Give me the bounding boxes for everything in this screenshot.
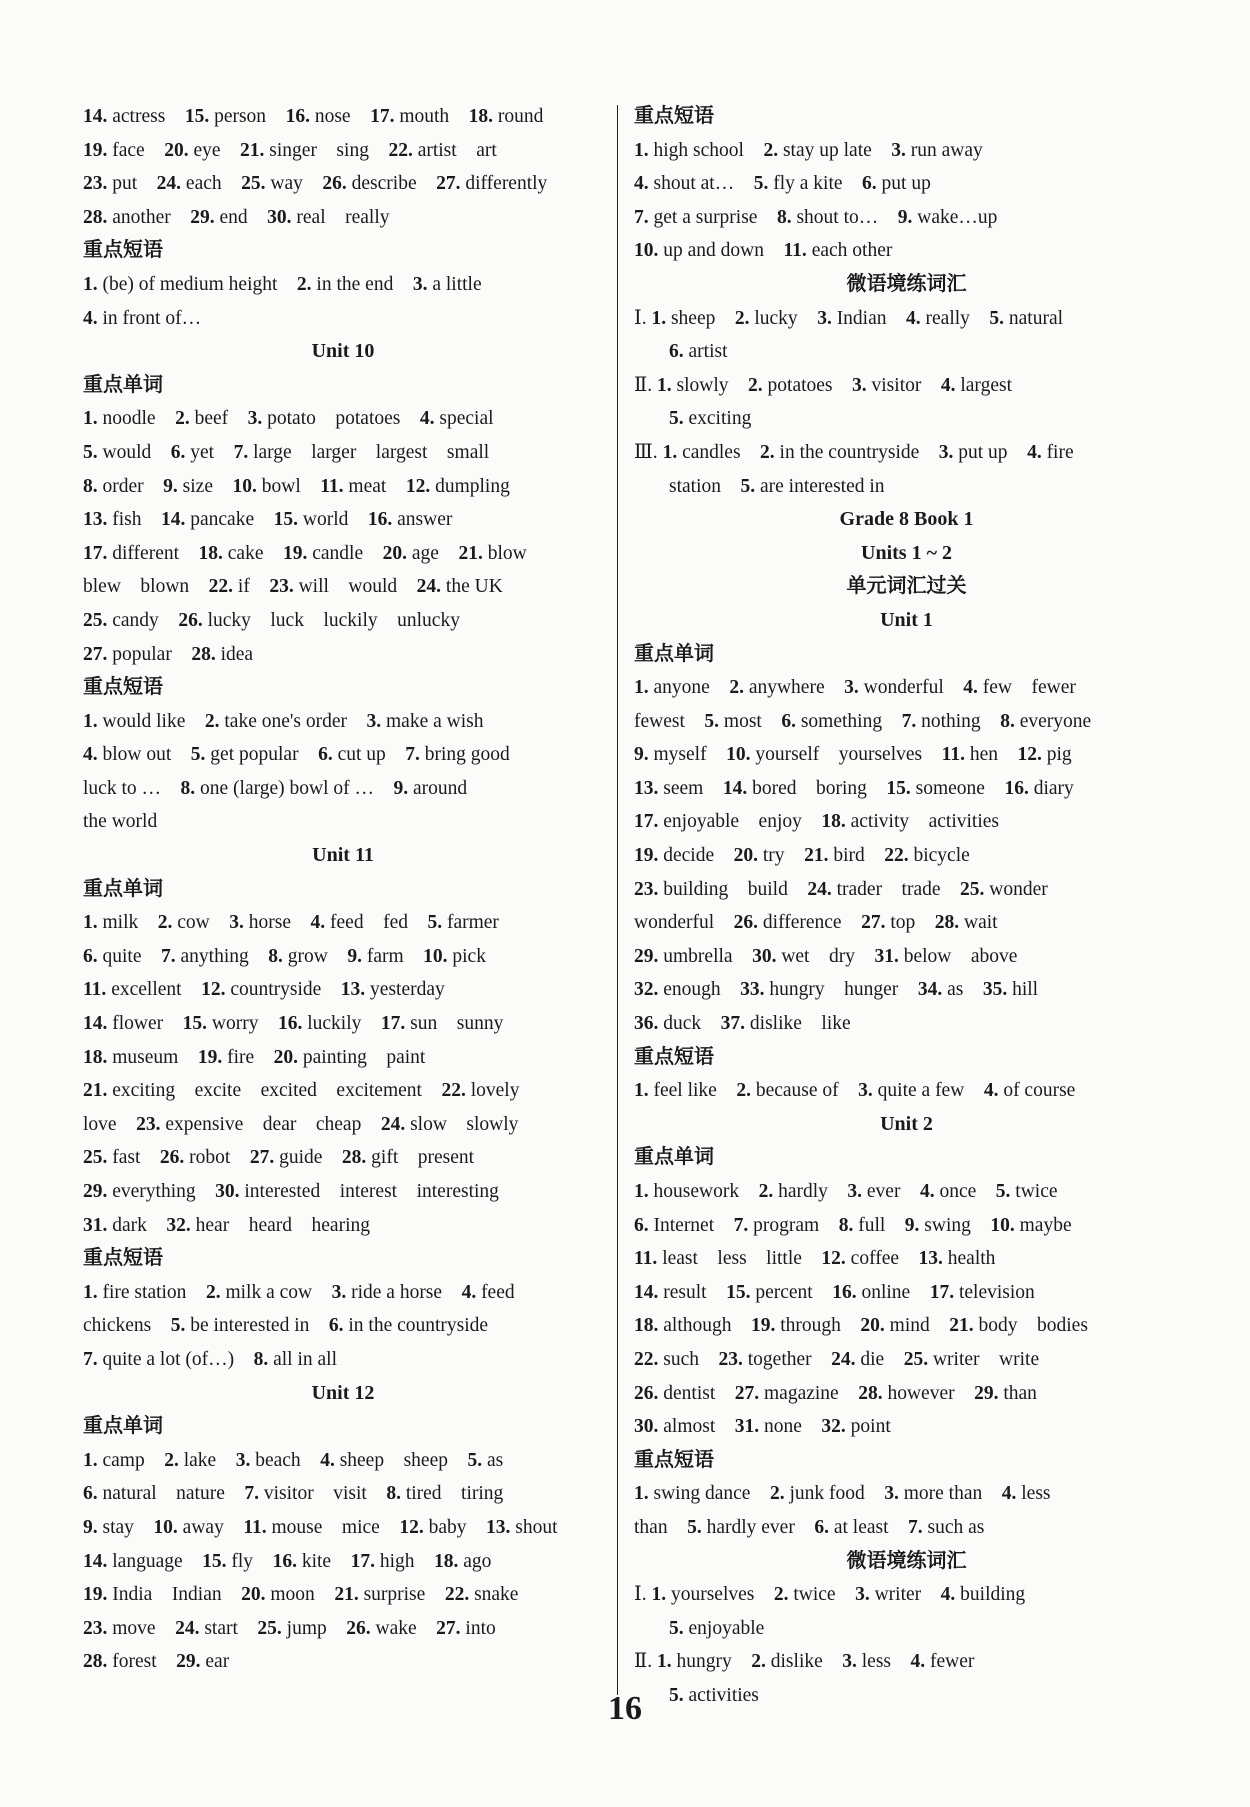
answer-line: 9. myself 10. yourself yourselves 11. hen 12. pig <box>634 744 1072 766</box>
answer-line: 5. activities <box>669 1684 759 1706</box>
answer-line: 9. stay 10. away 11. mouse mice 12. baby 13. shout <box>83 1516 558 1538</box>
answer-line: chickens 5. be interested in 6. in the countryside <box>83 1315 489 1337</box>
section-title: 微语境练词汇 <box>846 1549 967 1572</box>
column-divider <box>617 105 618 1695</box>
answer-line: 31. dark 32. hear heard hearing <box>83 1214 370 1236</box>
answer-line: 5. exciting <box>669 408 752 430</box>
answer-line: 17. enjoyable enjoy 18. activity activities <box>634 811 999 833</box>
answer-line: 19. face 20. eye 21. singer sing 22. artist art <box>83 139 497 161</box>
answer-line: 14. actress 15. person 16. nose 17. mouth 18. round <box>83 106 544 127</box>
answer-line: 14. flower 15. worry 16. luckily 17. sun sunny <box>83 1013 504 1035</box>
section-heading: 重点单词 <box>634 642 714 665</box>
section-title: Unit 10 <box>311 340 375 363</box>
answer-line: 1. would like 2. take one's order 3. make a wish <box>83 710 484 732</box>
answer-line: Ⅰ. 1. sheep 2. lucky 3. Indian 4. really 5. natural <box>634 307 1064 329</box>
section-title: 微语境练词汇 <box>846 272 967 295</box>
section-heading: 重点短语 <box>83 239 163 262</box>
answer-line: 6. Internet 7. program 8. full 9. swing 10. maybe <box>634 1214 1072 1236</box>
section-heading: 重点短语 <box>634 105 714 127</box>
section-title: 单元词汇过关 <box>846 575 967 598</box>
answer-line: Ⅱ. 1. slowly 2. potatoes 3. visitor 4. largest <box>634 374 1012 396</box>
answer-line: 18. museum 19. fire 20. painting paint <box>83 1046 426 1068</box>
answer-line: 18. although 19. through 20. mind 21. body bodies <box>634 1315 1088 1337</box>
answer-line: 5. enjoyable <box>669 1617 765 1639</box>
section-title: Grade 8 Book 1 <box>839 508 974 531</box>
answer-line: 13. fish 14. pancake 15. world 16. answer <box>83 509 453 531</box>
answer-line: 4. in front of… <box>83 307 202 329</box>
right-column <box>634 100 1179 1713</box>
answer-line: 11. excellent 12. countryside 13. yesterday <box>83 979 445 1001</box>
answer-line: 14. result 15. percent 16. online 17. television <box>634 1281 1035 1303</box>
answer-line: Ⅱ. 1. hungry 2. dislike 3. less 4. fewer <box>634 1651 975 1673</box>
answer-line: 1. (be) of medium height 2. in the end 3. a little <box>83 273 482 295</box>
answer-line: fewest 5. most 6. something 7. nothing 8. everyone <box>634 710 1092 732</box>
section-heading: 重点短语 <box>634 1448 714 1471</box>
answer-line: 32. enough 33. hungry hunger 34. as 35. hill <box>634 979 1039 1001</box>
answer-line: 1. camp 2. lake 3. beach 4. sheep sheep 5. as <box>83 1449 504 1471</box>
answer-line: 6. artist <box>669 341 728 363</box>
answer-line: Ⅰ. 1. yourselves 2. twice 3. writer 4. building <box>634 1584 1026 1606</box>
answer-line: 21. exciting excite excited excitement 22. lovely <box>83 1080 520 1102</box>
answer-line: 5. would 6. yet 7. large larger largest small <box>83 441 490 463</box>
answer-line: 1. housework 2. hardly 3. ever 4. once 5. twice <box>634 1181 1058 1202</box>
answer-line: 4. shout at… 5. fly a kite 6. put up <box>634 173 931 195</box>
section-heading: 重点单词 <box>83 373 163 396</box>
answer-line: 1. milk 2. cow 3. horse 4. feed fed 5. farmer <box>83 912 499 934</box>
answer-line: 11. least less little 12. coffee 13. health <box>634 1248 996 1270</box>
section-title: Units 1 ~ 2 <box>861 541 952 564</box>
section-heading: 重点短语 <box>634 1045 714 1068</box>
answer-line: 6. quite 7. anything 8. grow 9. farm 10. pick <box>83 945 486 967</box>
answer-line: 19. decide 20. try 21. bird 22. bicycle <box>634 845 970 867</box>
section-heading: 重点单词 <box>83 1415 163 1438</box>
section-title: Unit 12 <box>311 1381 375 1404</box>
answer-line: station 5. are interested in <box>669 475 885 497</box>
answer-line: 13. seem 14. bored boring 15. someone 16. diary <box>634 777 1074 799</box>
answer-line: 1. fire station 2. milk a cow 3. ride a horse 4. feed <box>83 1281 515 1303</box>
answer-line: 30. almost 31. none 32. point <box>634 1416 891 1438</box>
answer-line: 1. swing dance 2. junk food 3. more than 4. less <box>634 1483 1051 1505</box>
answer-line: 1. anyone 2. anywhere 3. wonderful 4. few fewer <box>634 677 1076 699</box>
section-heading: 重点单词 <box>634 1146 714 1169</box>
answer-line: 26. dentist 27. magazine 28. however 29. than <box>634 1382 1037 1404</box>
answer-line: the world <box>83 811 158 833</box>
answer-line: 7. quite a lot (of…) 8. all in all <box>83 1348 337 1370</box>
answer-line: 23. put 24. each 25. way 26. describe 27. differently <box>83 173 548 195</box>
answer-line: 10. up and down 11. each other <box>634 240 893 262</box>
answer-line: blew blown 22. if 23. will would 24. the UK <box>83 576 503 598</box>
section-heading: 重点单词 <box>83 877 163 900</box>
answer-line: Ⅲ. 1. candles 2. in the countryside 3. put up 4. fire <box>634 441 1074 463</box>
section-heading: 重点短语 <box>83 676 163 699</box>
answer-line: 6. natural nature 7. visitor visit 8. tired tiring <box>83 1483 504 1505</box>
answer-line: 19. India Indian 20. moon 21. surprise 22. snake <box>83 1584 519 1606</box>
answer-line: 1. noodle 2. beef 3. potato potatoes 4. special <box>83 408 494 430</box>
answer-line: 1. high school 2. stay up late 3. run away <box>634 139 983 161</box>
answer-line: 4. blow out 5. get popular 6. cut up 7. bring good <box>83 744 510 766</box>
left-column <box>83 100 603 1679</box>
answer-line: 36. duck 37. dislike like <box>634 1013 851 1035</box>
answer-line: 8. order 9. size 10. bowl 11. meat 12. dumpling <box>83 475 510 497</box>
answer-line: 25. fast 26. robot 27. guide 28. gift present <box>83 1147 475 1169</box>
answer-line: 27. popular 28. idea <box>83 643 254 665</box>
answer-line: 29. everything 30. interested interest interesting <box>83 1181 499 1202</box>
answer-line: 25. candy 26. lucky luck luckily unlucky <box>83 609 460 631</box>
answer-line: 22. such 23. together 24. die 25. writer write <box>634 1348 1040 1370</box>
section-title: Unit 11 <box>312 844 374 867</box>
section-title: Unit 1 <box>880 608 933 631</box>
answer-line: wonderful 26. difference 27. top 28. wait <box>634 912 998 934</box>
answer-line: 28. forest 29. ear <box>83 1651 230 1673</box>
answer-line: luck to … 8. one (large) bowl of … 9. around <box>83 777 468 799</box>
answer-line: 1. feel like 2. because of 3. quite a few 4. of course <box>634 1080 1076 1102</box>
answer-line: 29. umbrella 30. wet dry 31. below above <box>634 945 1018 967</box>
answer-line: than 5. hardly ever 6. at least 7. such as <box>634 1516 985 1538</box>
answer-line: love 23. expensive dear cheap 24. slow slowly <box>83 1113 519 1135</box>
answer-line: 14. language 15. fly 16. kite 17. high 18. ago <box>83 1550 492 1572</box>
section-heading: 重点短语 <box>83 1247 163 1270</box>
answer-line: 17. different 18. cake 19. candle 20. age 21. blow <box>83 542 527 564</box>
answer-line: 7. get a surprise 8. shout to… 9. wake…up <box>634 206 998 228</box>
page-number: 16 <box>608 1690 642 1727</box>
answer-line: 28. another 29. end 30. real really <box>83 206 390 228</box>
answer-line: 23. move 24. start 25. jump 26. wake 27. into <box>83 1617 496 1639</box>
section-title: Unit 2 <box>880 1112 933 1135</box>
answer-line: 23. building build 24. trader trade 25. wonder <box>634 878 1048 900</box>
